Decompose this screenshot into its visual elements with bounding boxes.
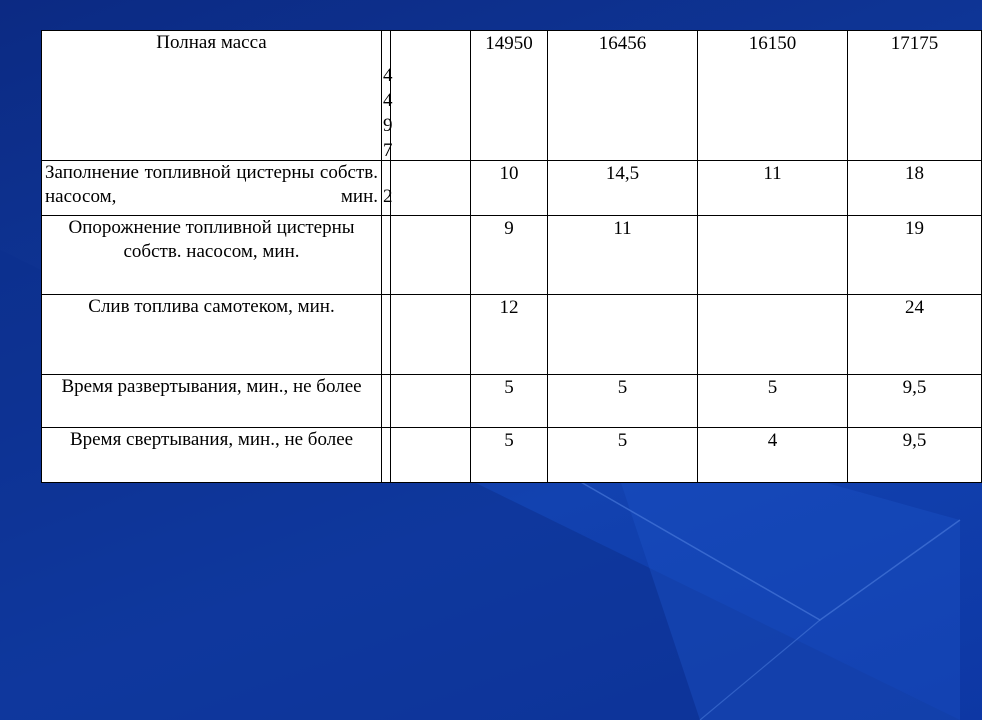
row-label: Заполнение топливной цистерны собств. насосом, мин.	[42, 161, 382, 216]
value-cell: 17175	[848, 31, 982, 161]
value-cell: 11	[548, 216, 698, 295]
value-cell: 5	[698, 375, 848, 428]
table-row	[42, 31, 982, 161]
value-cell: 9	[471, 216, 548, 295]
row-label: Время развертывания, мин., не более	[42, 375, 382, 428]
spacer-cell	[391, 161, 471, 216]
value-cell: 5	[471, 375, 548, 428]
value-cell: 9,5	[848, 428, 982, 483]
row-label: Опорожнение топливной цистерны собств. насосом, мин.	[42, 216, 382, 295]
value-cell: 5	[548, 375, 698, 428]
spec-table-container	[41, 30, 939, 482]
value-cell: 12	[471, 295, 548, 375]
row-label: Время свертывания, мин., не более	[42, 428, 382, 483]
table-row	[42, 161, 982, 216]
value-cell: 5	[471, 428, 548, 483]
narrow-column-cell	[382, 295, 391, 375]
table-row	[42, 428, 982, 483]
narrow-column-cell	[382, 31, 391, 161]
value-cell: 16456	[548, 31, 698, 161]
narrow-column-cell	[382, 161, 391, 216]
spacer-cell	[391, 295, 471, 375]
spec-table	[41, 30, 982, 483]
value-cell: 5	[548, 428, 698, 483]
value-cell: 14,5	[548, 161, 698, 216]
table-row	[42, 295, 982, 375]
spacer-cell	[391, 375, 471, 428]
value-cell: 16150	[698, 31, 848, 161]
clipped-value: 4497	[383, 65, 393, 161]
value-cell: 11	[698, 161, 848, 216]
spacer-cell	[391, 428, 471, 483]
table-row	[42, 375, 982, 428]
narrow-column-cell	[382, 428, 391, 483]
value-cell: 18	[848, 161, 982, 216]
value-cell: 4	[698, 428, 848, 483]
value-cell: 14950	[471, 31, 548, 161]
value-cell: 24	[848, 295, 982, 375]
clipped-value: 2	[383, 186, 393, 207]
row-label: Полная масса	[42, 31, 382, 161]
table-row	[42, 216, 982, 295]
narrow-column-cell	[382, 216, 391, 295]
value-cell: 9,5	[848, 375, 982, 428]
value-cell	[698, 216, 848, 295]
spacer-cell	[391, 31, 471, 161]
spacer-cell	[391, 216, 471, 295]
value-cell: 10	[471, 161, 548, 216]
value-cell	[548, 295, 698, 375]
narrow-column-cell	[382, 375, 391, 428]
value-cell	[698, 295, 848, 375]
value-cell: 19	[848, 216, 982, 295]
row-label: Слив топлива самотеком, мин.	[42, 295, 382, 375]
